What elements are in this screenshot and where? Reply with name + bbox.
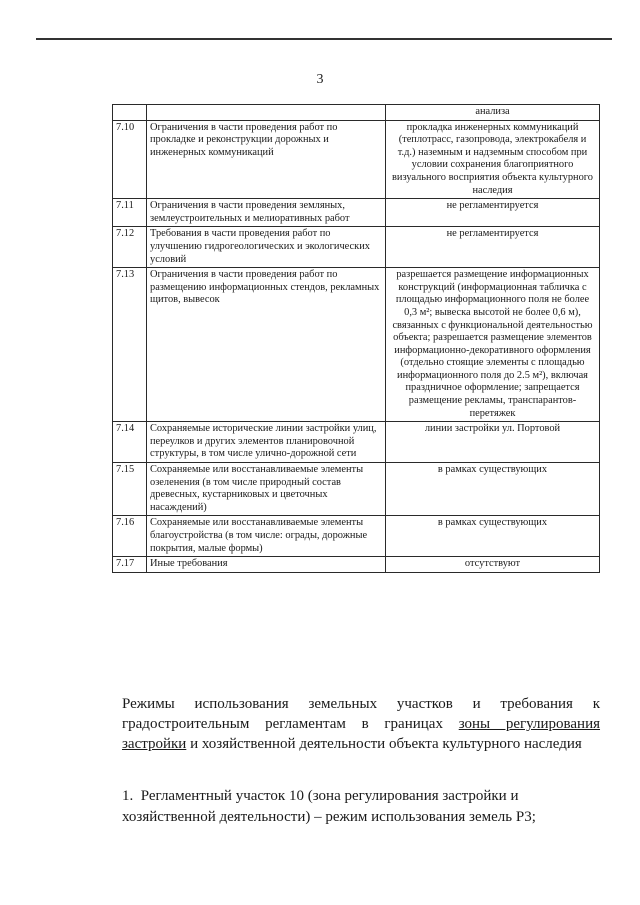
paragraph-underlined-text: зоны регулирования застройки [122,716,601,752]
table-row [113,463,600,516]
row-description: Сохраняемые исторические линии застройки улиц, переулков и других элементов планировочной структуры, в том числе улично-дорожной сети [147,422,386,463]
row-description: Сохраняемые или восстанавливаемые элементы благоустройства (в том числе: ограды, дорожные покрытия, малые формы) [147,516,386,557]
table-row [113,105,600,121]
row-value: линии застройки ул. Портовой [386,422,600,463]
row-value: отсутствуют [386,557,600,573]
row-value: в рамках существующих [386,463,600,516]
row-number: 7.13 [113,268,147,422]
row-value: не регламентируется [386,227,600,268]
row-value: прокладка инженерных коммуникаций (теплотрасс, газопровода, электрокабеля и т.д.) наземным и надземным способом при условии сохранения благоприятного визуального восприятия объекта культурного наследия [386,120,600,199]
regulations-table [112,104,600,573]
zone-regimes-paragraph [122,694,600,754]
row-description: Ограничения в части проведения земляных, землеустроительных и мелиоративных работ [147,199,386,227]
row-value: не регламентируется [386,199,600,227]
row-description: Ограничения в части проведения работ по прокладке и реконструкции дорожных и инженерных коммуникаций [147,120,386,199]
table-row [113,557,600,573]
row-value: анализа [386,105,600,121]
table-row [113,516,600,557]
top-rule [36,38,612,40]
row-number: 7.12 [113,227,147,268]
row-description: Ограничения в части проведения работ по размещению информационных стендов, рекламных щитов, вывесок [147,268,386,422]
table-row [113,120,600,199]
row-description: Иные требования [147,557,386,573]
row-number [113,105,147,121]
table-row [113,268,600,422]
row-number: 7.11 [113,199,147,227]
table-row [113,227,600,268]
row-description: Требования в части проведения работ по улучшению гидрогеологических и экологических условий [147,227,386,268]
row-number: 7.16 [113,516,147,557]
table-row [113,199,600,227]
row-number: 7.17 [113,557,147,573]
row-number: 7.14 [113,422,147,463]
row-description: Сохраняемые или восстанавливаемые элементы озеленения (в том числе природный состав древесных, кустарниковых и цветочных насаждений) [147,463,386,516]
paragraph-text-end: и хозяйственной деятельности объекта культурного наследия [190,736,582,752]
row-number: 7.15 [113,463,147,516]
table-row [113,422,600,463]
row-description [147,105,386,121]
list-item-text: Регламентный участок 10 (зона регулирования застройки и хозяйственной деятельности) – режим использования земель Р3; [122,788,536,825]
paragraph-text-start: Режимы использования земельных участков и требования к градостроительным регламентам в границах [122,696,600,732]
page-number: 3 [316,72,324,87]
list-item-number: 1. [122,788,134,804]
row-value: разрешается размещение информационных конструкций (информационная табличка с площадью информационного поля не более 0,3 м²; вывеска высотой не более 0,6 м), связанных с функциональной деятельностью объекта; разрешается размещение элементов информационно-декоративного оформления (отдельно стоящие элементы с площадью информационного поля до 2.5 м²), включая праздничное оформление; запрещается размещение рекламы, транспарантов-перетяжек [386,268,600,422]
row-value: в рамках существующих [386,516,600,557]
list-item-1 [122,786,600,828]
row-number: 7.10 [113,120,147,199]
